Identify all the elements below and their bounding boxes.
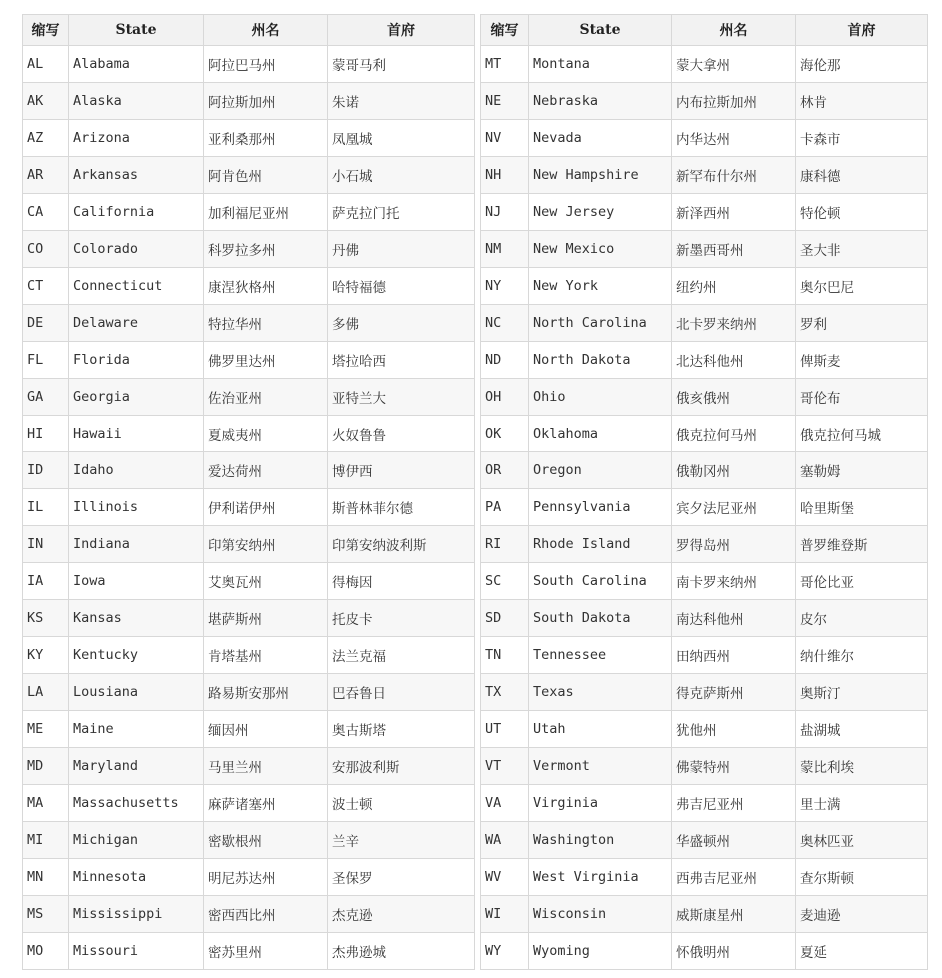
table-row [481, 415, 928, 452]
state-chinese-name-cell: 明尼苏达州 [204, 858, 328, 895]
state-abbr-cell: IL [23, 489, 69, 526]
table-row [23, 822, 475, 859]
state-chinese-name-cell: 密歇根州 [204, 822, 328, 859]
state-name-cell: Delaware [69, 304, 204, 341]
state-abbr-cell: GA [23, 378, 69, 415]
state-name-cell: Rhode Island [529, 526, 672, 563]
state-name-cell: New Jersey [529, 193, 672, 230]
state-chinese-name-cell: 加利福尼亚州 [204, 193, 328, 230]
state-capital-cell: 多佛 [328, 304, 475, 341]
state-name-cell: Virginia [529, 785, 672, 822]
header-row [481, 15, 928, 46]
state-capital-cell: 康科德 [796, 156, 928, 193]
state-chinese-name-cell: 佐治亚州 [204, 378, 328, 415]
state-chinese-name-cell: 麻萨诸塞州 [204, 785, 328, 822]
state-abbr-cell: CO [23, 230, 69, 267]
state-capital-cell: 罗利 [796, 304, 928, 341]
state-abbr-cell: NE [481, 82, 529, 119]
state-chinese-name-cell: 俄勒冈州 [672, 452, 796, 489]
state-chinese-name-cell: 佛罗里达州 [204, 341, 328, 378]
state-abbr-cell: ME [23, 711, 69, 748]
state-name-cell: Nevada [529, 119, 672, 156]
table-row [23, 119, 475, 156]
state-abbr-cell: MS [23, 895, 69, 932]
state-abbr-cell: DE [23, 304, 69, 341]
table-row [481, 858, 928, 895]
state-name-cell: Wyoming [529, 932, 672, 969]
state-name-cell: Kentucky [69, 637, 204, 674]
table-row [481, 46, 928, 83]
table-row [481, 822, 928, 859]
state-abbr-cell: IN [23, 526, 69, 563]
state-capital-cell: 杰克逊 [328, 895, 475, 932]
state-chinese-name-cell: 纽约州 [672, 267, 796, 304]
state-chinese-name-cell: 怀俄明州 [672, 932, 796, 969]
table-row [23, 674, 475, 711]
state-capital-cell: 托皮卡 [328, 600, 475, 637]
state-capital-cell: 里士满 [796, 785, 928, 822]
state-name-cell: Nebraska [529, 82, 672, 119]
state-chinese-name-cell: 夏威夷州 [204, 415, 328, 452]
table-row [481, 452, 928, 489]
state-name-cell: Lousiana [69, 674, 204, 711]
states-table-right [480, 14, 928, 970]
table-row [481, 748, 928, 785]
state-abbr-cell: AR [23, 156, 69, 193]
state-capital-cell: 巴吞鲁日 [328, 674, 475, 711]
state-chinese-name-cell: 得克萨斯州 [672, 674, 796, 711]
state-name-cell: Alabama [69, 46, 204, 83]
table-row [23, 711, 475, 748]
state-chinese-name-cell: 科罗拉多州 [204, 230, 328, 267]
state-abbr-cell: PA [481, 489, 529, 526]
table-row [23, 415, 475, 452]
table-row [23, 563, 475, 600]
state-abbr-cell: MI [23, 822, 69, 859]
state-capital-cell: 皮尔 [796, 600, 928, 637]
table-row [23, 193, 475, 230]
state-capital-cell: 哥伦布 [796, 378, 928, 415]
state-tables-container [22, 14, 928, 970]
state-capital-cell: 法兰克福 [328, 637, 475, 674]
state-chinese-name-cell: 密苏里州 [204, 932, 328, 969]
state-capital-cell: 亚特兰大 [328, 378, 475, 415]
header-state: State [69, 15, 204, 46]
state-abbr-cell: VA [481, 785, 529, 822]
state-name-cell: Georgia [69, 378, 204, 415]
state-abbr-cell: CT [23, 267, 69, 304]
table-row [481, 304, 928, 341]
state-abbr-cell: WV [481, 858, 529, 895]
state-name-cell: Oregon [529, 452, 672, 489]
table-row [23, 489, 475, 526]
table-row [481, 341, 928, 378]
state-chinese-name-cell: 罗得岛州 [672, 526, 796, 563]
state-capital-cell: 卡森市 [796, 119, 928, 156]
state-chinese-name-cell: 路易斯安那州 [204, 674, 328, 711]
state-abbr-cell: OK [481, 415, 529, 452]
state-abbr-cell: KS [23, 600, 69, 637]
state-name-cell: Connecticut [69, 267, 204, 304]
state-abbr-cell: MD [23, 748, 69, 785]
state-abbr-cell: NY [481, 267, 529, 304]
state-capital-cell: 朱诺 [328, 82, 475, 119]
state-chinese-name-cell: 田纳西州 [672, 637, 796, 674]
state-capital-cell: 奥斯汀 [796, 674, 928, 711]
state-capital-cell: 俄克拉何马城 [796, 415, 928, 452]
right-table-body [481, 46, 928, 970]
state-name-cell: Montana [529, 46, 672, 83]
state-capital-cell: 蒙哥马利 [328, 46, 475, 83]
state-capital-cell: 哈里斯堡 [796, 489, 928, 526]
state-name-cell: Indiana [69, 526, 204, 563]
state-capital-cell: 博伊西 [328, 452, 475, 489]
state-chinese-name-cell: 俄亥俄州 [672, 378, 796, 415]
state-chinese-name-cell: 肯塔基州 [204, 637, 328, 674]
state-name-cell: Iowa [69, 563, 204, 600]
state-name-cell: California [69, 193, 204, 230]
table-row [23, 600, 475, 637]
table-row [481, 119, 928, 156]
state-abbr-cell: AL [23, 46, 69, 83]
header-abbr: 缩写 [23, 15, 69, 46]
table-row [23, 895, 475, 932]
table-row [481, 267, 928, 304]
state-capital-cell: 哥伦比亚 [796, 563, 928, 600]
state-capital-cell: 斯普林菲尔德 [328, 489, 475, 526]
state-chinese-name-cell: 蒙大拿州 [672, 46, 796, 83]
state-abbr-cell: AK [23, 82, 69, 119]
state-abbr-cell: NC [481, 304, 529, 341]
table-row [23, 341, 475, 378]
table-row [481, 711, 928, 748]
state-chinese-name-cell: 弗吉尼亚州 [672, 785, 796, 822]
state-capital-cell: 林肯 [796, 82, 928, 119]
header-abbr: 缩写 [481, 15, 529, 46]
state-chinese-name-cell: 亚利桑那州 [204, 119, 328, 156]
header-row [23, 15, 475, 46]
state-abbr-cell: MO [23, 932, 69, 969]
state-capital-cell: 兰辛 [328, 822, 475, 859]
states-table-left [22, 14, 475, 970]
state-capital-cell: 安那波利斯 [328, 748, 475, 785]
state-name-cell: North Dakota [529, 341, 672, 378]
table-row [23, 82, 475, 119]
table-row [23, 46, 475, 83]
state-capital-cell: 蒙比利埃 [796, 748, 928, 785]
header-capital: 首府 [796, 15, 928, 46]
table-row [481, 600, 928, 637]
state-chinese-name-cell: 华盛顿州 [672, 822, 796, 859]
state-capital-cell: 奥尔巴尼 [796, 267, 928, 304]
state-chinese-name-cell: 缅因州 [204, 711, 328, 748]
state-chinese-name-cell: 密西西比州 [204, 895, 328, 932]
state-abbr-cell: AZ [23, 119, 69, 156]
state-abbr-cell: OH [481, 378, 529, 415]
state-name-cell: Colorado [69, 230, 204, 267]
state-name-cell: Idaho [69, 452, 204, 489]
state-chinese-name-cell: 北达科他州 [672, 341, 796, 378]
header-capital: 首府 [328, 15, 475, 46]
state-name-cell: Michigan [69, 822, 204, 859]
state-name-cell: New Hampshire [529, 156, 672, 193]
state-capital-cell: 印第安纳波利斯 [328, 526, 475, 563]
state-chinese-name-cell: 新罕布什尔州 [672, 156, 796, 193]
state-chinese-name-cell: 俄克拉何马州 [672, 415, 796, 452]
state-abbr-cell: HI [23, 415, 69, 452]
state-abbr-cell: FL [23, 341, 69, 378]
state-chinese-name-cell: 新墨西哥州 [672, 230, 796, 267]
state-capital-cell: 塔拉哈西 [328, 341, 475, 378]
table-row [481, 82, 928, 119]
state-chinese-name-cell: 佛蒙特州 [672, 748, 796, 785]
state-abbr-cell: TX [481, 674, 529, 711]
table-row [481, 489, 928, 526]
state-chinese-name-cell: 特拉华州 [204, 304, 328, 341]
header-state: State [529, 15, 672, 46]
state-abbr-cell: LA [23, 674, 69, 711]
state-name-cell: Minnesota [69, 858, 204, 895]
state-chinese-name-cell: 威斯康星州 [672, 895, 796, 932]
state-chinese-name-cell: 南卡罗来纳州 [672, 563, 796, 600]
state-chinese-name-cell: 北卡罗来纳州 [672, 304, 796, 341]
state-abbr-cell: RI [481, 526, 529, 563]
state-capital-cell: 盐湖城 [796, 711, 928, 748]
table-row [481, 637, 928, 674]
table-row [23, 304, 475, 341]
state-name-cell: Texas [529, 674, 672, 711]
state-name-cell: North Carolina [529, 304, 672, 341]
state-chinese-name-cell: 犹他州 [672, 711, 796, 748]
state-abbr-cell: ND [481, 341, 529, 378]
table-row [23, 156, 475, 193]
state-abbr-cell: NJ [481, 193, 529, 230]
state-capital-cell: 奥林匹亚 [796, 822, 928, 859]
state-chinese-name-cell: 宾夕法尼亚州 [672, 489, 796, 526]
table-row [23, 637, 475, 674]
state-abbr-cell: TN [481, 637, 529, 674]
state-chinese-name-cell: 康涅狄格州 [204, 267, 328, 304]
state-capital-cell: 萨克拉门托 [328, 193, 475, 230]
state-capital-cell: 塞勒姆 [796, 452, 928, 489]
state-name-cell: Pennsylvania [529, 489, 672, 526]
state-abbr-cell: VT [481, 748, 529, 785]
state-name-cell: Tennessee [529, 637, 672, 674]
state-capital-cell: 波士顿 [328, 785, 475, 822]
state-name-cell: Maine [69, 711, 204, 748]
state-abbr-cell: MT [481, 46, 529, 83]
table-row [23, 230, 475, 267]
state-abbr-cell: NM [481, 230, 529, 267]
state-name-cell: Florida [69, 341, 204, 378]
state-capital-cell: 圣保罗 [328, 858, 475, 895]
table-row [481, 895, 928, 932]
state-chinese-name-cell: 西弗吉尼亚州 [672, 858, 796, 895]
state-capital-cell: 得梅因 [328, 563, 475, 600]
state-capital-cell: 杰弗逊城 [328, 932, 475, 969]
state-name-cell: South Dakota [529, 600, 672, 637]
state-capital-cell: 麦迪逊 [796, 895, 928, 932]
table-row [481, 674, 928, 711]
state-abbr-cell: SD [481, 600, 529, 637]
state-capital-cell: 火奴鲁鲁 [328, 415, 475, 452]
state-chinese-name-cell: 内华达州 [672, 119, 796, 156]
state-name-cell: South Carolina [529, 563, 672, 600]
state-name-cell: Maryland [69, 748, 204, 785]
state-name-cell: Alaska [69, 82, 204, 119]
state-chinese-name-cell: 新泽西州 [672, 193, 796, 230]
table-row [23, 526, 475, 563]
state-chinese-name-cell: 艾奥瓦州 [204, 563, 328, 600]
state-name-cell: New York [529, 267, 672, 304]
state-abbr-cell: UT [481, 711, 529, 748]
state-name-cell: Mississippi [69, 895, 204, 932]
state-name-cell: West Virginia [529, 858, 672, 895]
table-row [481, 932, 928, 969]
state-abbr-cell: MA [23, 785, 69, 822]
state-capital-cell: 圣大非 [796, 230, 928, 267]
state-chinese-name-cell: 南达科他州 [672, 600, 796, 637]
table-row [23, 267, 475, 304]
state-name-cell: Kansas [69, 600, 204, 637]
state-chinese-name-cell: 爱达荷州 [204, 452, 328, 489]
state-capital-cell: 查尔斯顿 [796, 858, 928, 895]
state-capital-cell: 哈特福德 [328, 267, 475, 304]
state-abbr-cell: NH [481, 156, 529, 193]
state-capital-cell: 普罗维登斯 [796, 526, 928, 563]
state-abbr-cell: MN [23, 858, 69, 895]
table-row [23, 378, 475, 415]
state-name-cell: Arkansas [69, 156, 204, 193]
table-row [481, 193, 928, 230]
state-abbr-cell: ID [23, 452, 69, 489]
state-capital-cell: 丹佛 [328, 230, 475, 267]
state-capital-cell: 俾斯麦 [796, 341, 928, 378]
state-chinese-name-cell: 印第安纳州 [204, 526, 328, 563]
state-name-cell: Massachusetts [69, 785, 204, 822]
table-row [481, 563, 928, 600]
state-abbr-cell: WA [481, 822, 529, 859]
state-name-cell: Utah [529, 711, 672, 748]
state-capital-cell: 小石城 [328, 156, 475, 193]
table-row [23, 748, 475, 785]
state-capital-cell: 凤凰城 [328, 119, 475, 156]
state-chinese-name-cell: 内布拉斯加州 [672, 82, 796, 119]
state-name-cell: Missouri [69, 932, 204, 969]
state-abbr-cell: IA [23, 563, 69, 600]
table-row [481, 526, 928, 563]
table-row [23, 785, 475, 822]
state-chinese-name-cell: 伊利诺伊州 [204, 489, 328, 526]
state-abbr-cell: WY [481, 932, 529, 969]
state-name-cell: Hawaii [69, 415, 204, 452]
state-chinese-name-cell: 阿肯色州 [204, 156, 328, 193]
state-capital-cell: 奥古斯塔 [328, 711, 475, 748]
state-name-cell: Oklahoma [529, 415, 672, 452]
state-capital-cell: 夏延 [796, 932, 928, 969]
state-abbr-cell: NV [481, 119, 529, 156]
header-chinese-name: 州名 [672, 15, 796, 46]
table-row [481, 156, 928, 193]
state-name-cell: Vermont [529, 748, 672, 785]
table-row [481, 785, 928, 822]
state-chinese-name-cell: 阿拉斯加州 [204, 82, 328, 119]
state-capital-cell: 特伦顿 [796, 193, 928, 230]
header-chinese-name: 州名 [204, 15, 328, 46]
left-table-body [23, 46, 475, 970]
state-capital-cell: 纳什维尔 [796, 637, 928, 674]
table-row [23, 452, 475, 489]
state-abbr-cell: SC [481, 563, 529, 600]
state-chinese-name-cell: 阿拉巴马州 [204, 46, 328, 83]
state-chinese-name-cell: 堪萨斯州 [204, 600, 328, 637]
table-row [481, 378, 928, 415]
state-name-cell: Illinois [69, 489, 204, 526]
state-name-cell: Ohio [529, 378, 672, 415]
state-abbr-cell: WI [481, 895, 529, 932]
state-name-cell: New Mexico [529, 230, 672, 267]
table-row [23, 858, 475, 895]
table-row [481, 230, 928, 267]
state-name-cell: Washington [529, 822, 672, 859]
state-abbr-cell: KY [23, 637, 69, 674]
state-name-cell: Wisconsin [529, 895, 672, 932]
state-chinese-name-cell: 马里兰州 [204, 748, 328, 785]
state-capital-cell: 海伦那 [796, 46, 928, 83]
state-abbr-cell: OR [481, 452, 529, 489]
table-row [23, 932, 475, 969]
state-abbr-cell: CA [23, 193, 69, 230]
state-name-cell: Arizona [69, 119, 204, 156]
